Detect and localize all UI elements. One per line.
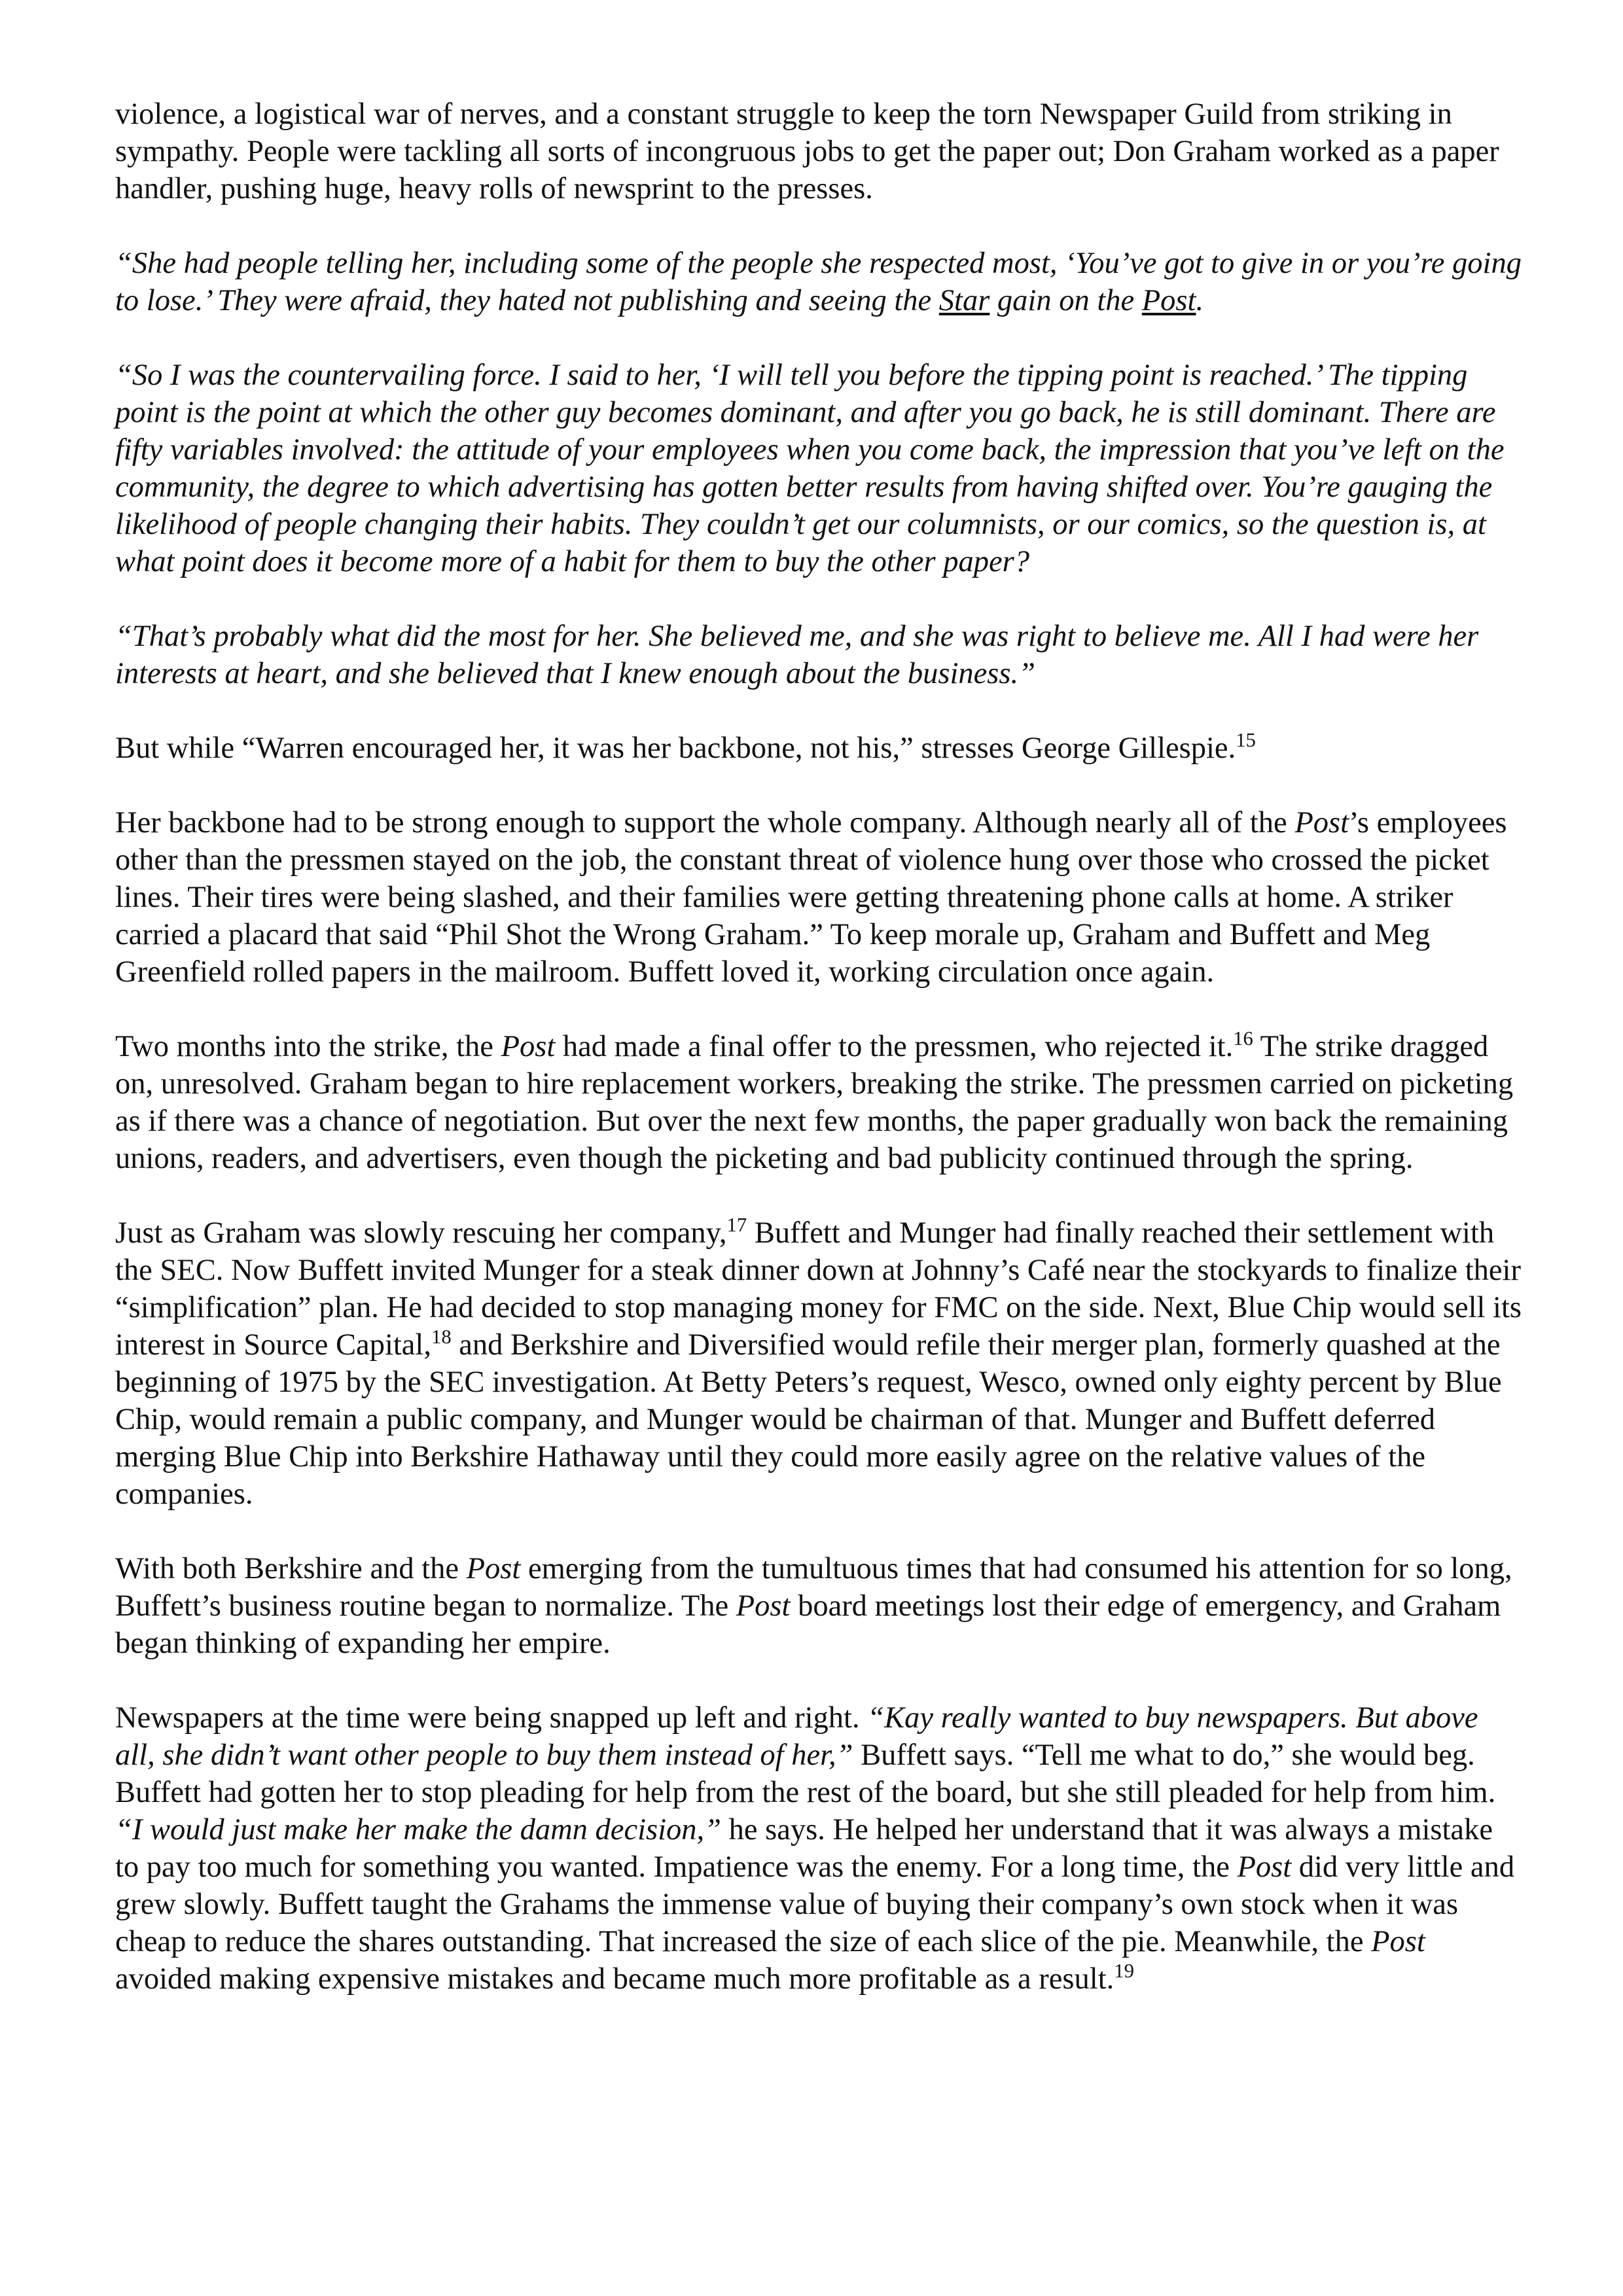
body-paragraph xyxy=(115,730,1522,767)
text-run: he says. He helped her understand that it was always a mistake to pay too much for something you wanted. Impatience was the enemy. For a long time, the xyxy=(115,1813,1493,1884)
document-page xyxy=(115,96,1522,1998)
text-run: board meetings lost their edge of emergency, and Graham began thinking of expanding her empire. xyxy=(115,1589,1501,1660)
italic-text: Post xyxy=(1237,1850,1292,1884)
text-run: emerging from the tumultuous times that had consumed his attention for so long, Buffett’s business routine began to normalize. The xyxy=(115,1552,1512,1623)
italic-text: Post xyxy=(501,1030,556,1063)
text-run: The strike dragged on, unresolved. Graham began to hire replacement workers, breaking the strike. The pressmen carried on picketing as if there was a chance of negotiation. But over the next few months, the paper gradually won back the remaining unions, readers, and advertisers, even though the picketing and bad publicity continued through the spring. xyxy=(115,1030,1514,1175)
italic-text xyxy=(939,284,990,317)
text-run: Her backbone had to be strong enough to support the whole company. Although nearly all of the xyxy=(115,806,1295,839)
body-paragraph xyxy=(115,96,1522,207)
italic-text: Post xyxy=(466,1552,521,1585)
text-run: violence, a logistical war of nerves, and a constant struggle to keep the torn Newspaper Guild from striking in sympathy. People were tackling all sorts of incongruous jobs to get the paper out; Don Graham worked as a paper handler, pushing huge, heavy rolls of newsprint to the presses. xyxy=(115,97,1499,205)
footnote-ref: 16 xyxy=(1233,1027,1253,1050)
italic-text: . xyxy=(1196,284,1204,317)
body-paragraph xyxy=(115,1214,1522,1513)
text-run: had made a final offer to the pressmen, who rejected it. xyxy=(555,1030,1234,1063)
text-run: and Berkshire and Diversified would refile their merger plan, formerly quashed at the beginning of 1975 by the SEC investigation. At Betty Peters’s request, Wesco, owned only eighty percent by Blue Chip, would remain a public company, and Munger would be chairman of that. Munger and Buffett deferred merging Blue Chip into Berkshire Hathaway until they could more easily agree on the relative values of the companies. xyxy=(115,1328,1502,1511)
text-run: avoided making expensive mistakes and became much more profitable as a result. xyxy=(115,1962,1115,1996)
footnote-ref: 18 xyxy=(431,1326,452,1349)
underlined-title: Post xyxy=(1141,284,1196,317)
italic-text: “So I was the countervailing force. I said to her, ‘I will tell you before the tipping point is reached.’ The tipping point is the point at which the other guy becomes dominant, and after you go back, he is still dominant. There are fifty variables involved: the attitude of your employees when you come back, the impression that you’ve left on the community, the degree to which advertising has gotten better results from having shifted over. You’re gauging the likelihood of people changing their habits. They couldn’t get our columnists, or our comics, so the question is, at what point does it become more of a habit for them to buy the other paper? xyxy=(115,359,1505,578)
text-run: With both Berkshire and the xyxy=(115,1552,467,1585)
footnote-ref: 19 xyxy=(1114,1960,1134,1983)
italic-text: Post xyxy=(736,1589,791,1623)
italic-text: “I would just make her make the damn decision,” xyxy=(115,1813,722,1846)
text-run: Just as Graham was slowly rescuing her company, xyxy=(115,1216,727,1250)
italic-text: Post xyxy=(1371,1925,1425,1958)
italic-text: “Kay really wanted to buy newspapers. But above all, she didn’t want other people to buy them instead of her,” xyxy=(115,1701,1478,1772)
italic-text: gain on the xyxy=(990,284,1142,317)
quote-paragraph xyxy=(115,618,1522,692)
italic-text: “That’s probably what did the most for her. She believed me, and she was right to believe me. All I had were her interests at heart, and she believed that I knew enough about the business.” xyxy=(115,620,1479,690)
body-paragraph xyxy=(115,1550,1522,1662)
text-run: Two months into the strike, the xyxy=(115,1030,501,1063)
text-run: Buffett says. “Tell me what to do,” she would beg. Buffett had gotten her to stop pleading for help from the rest of the board, but she still pleaded for help from him. xyxy=(115,1739,1496,1809)
text-run: But while “Warren encouraged her, it was her backbone, not his,” stresses George Gillespie. xyxy=(115,732,1236,765)
italic-text: “She had people telling her, including some of the people she respected most, ‘You’ve got to give in or you’re going to lose.’ They were afraid, they hated not publishing and seeing the xyxy=(115,247,1522,317)
body-paragraph xyxy=(115,1699,1522,1998)
underlined-title: Star xyxy=(938,284,990,317)
text-run: did very little and grew slowly. Buffett taught the Grahams the immense value of buying their company’s own stock when it was cheap to reduce the shares outstanding. That increased the size of each slice of the pie. Meanwhile, the xyxy=(115,1850,1515,1958)
quote-paragraph xyxy=(115,245,1522,319)
text-run: ’s employees other than the pressmen stayed on the job, the constant threat of violence hung over those who crossed the picket lines. Their tires were being slashed, and their families were getting threatening phone calls at home. A striker carried a placard that said “Phil Shot the Wrong Graham.” To keep morale up, Graham and Buffett and Meg Greenfield rolled papers in the mailroom. Buffett loved it, working circulation once again. xyxy=(115,806,1507,989)
footnote-ref: 17 xyxy=(726,1214,747,1237)
body-paragraph xyxy=(115,804,1522,991)
body-paragraph xyxy=(115,1028,1522,1177)
footnote-ref: 15 xyxy=(1236,729,1256,752)
italic-text: Post xyxy=(1294,806,1349,839)
quote-paragraph xyxy=(115,357,1522,580)
text-run: Newspapers at the time were being snapped up left and right. xyxy=(115,1701,868,1735)
italic-text xyxy=(1142,284,1196,317)
text-run: Buffett and Munger had finally reached their settlement with the SEC. Now Buffett invited Munger for a steak dinner down at Johnny’s Café near the stockyards to finalize their “simplification” plan. He had decided to stop managing money for FMC on the side. Next, Blue Chip would sell its interest in Source Capital, xyxy=(115,1216,1522,1362)
